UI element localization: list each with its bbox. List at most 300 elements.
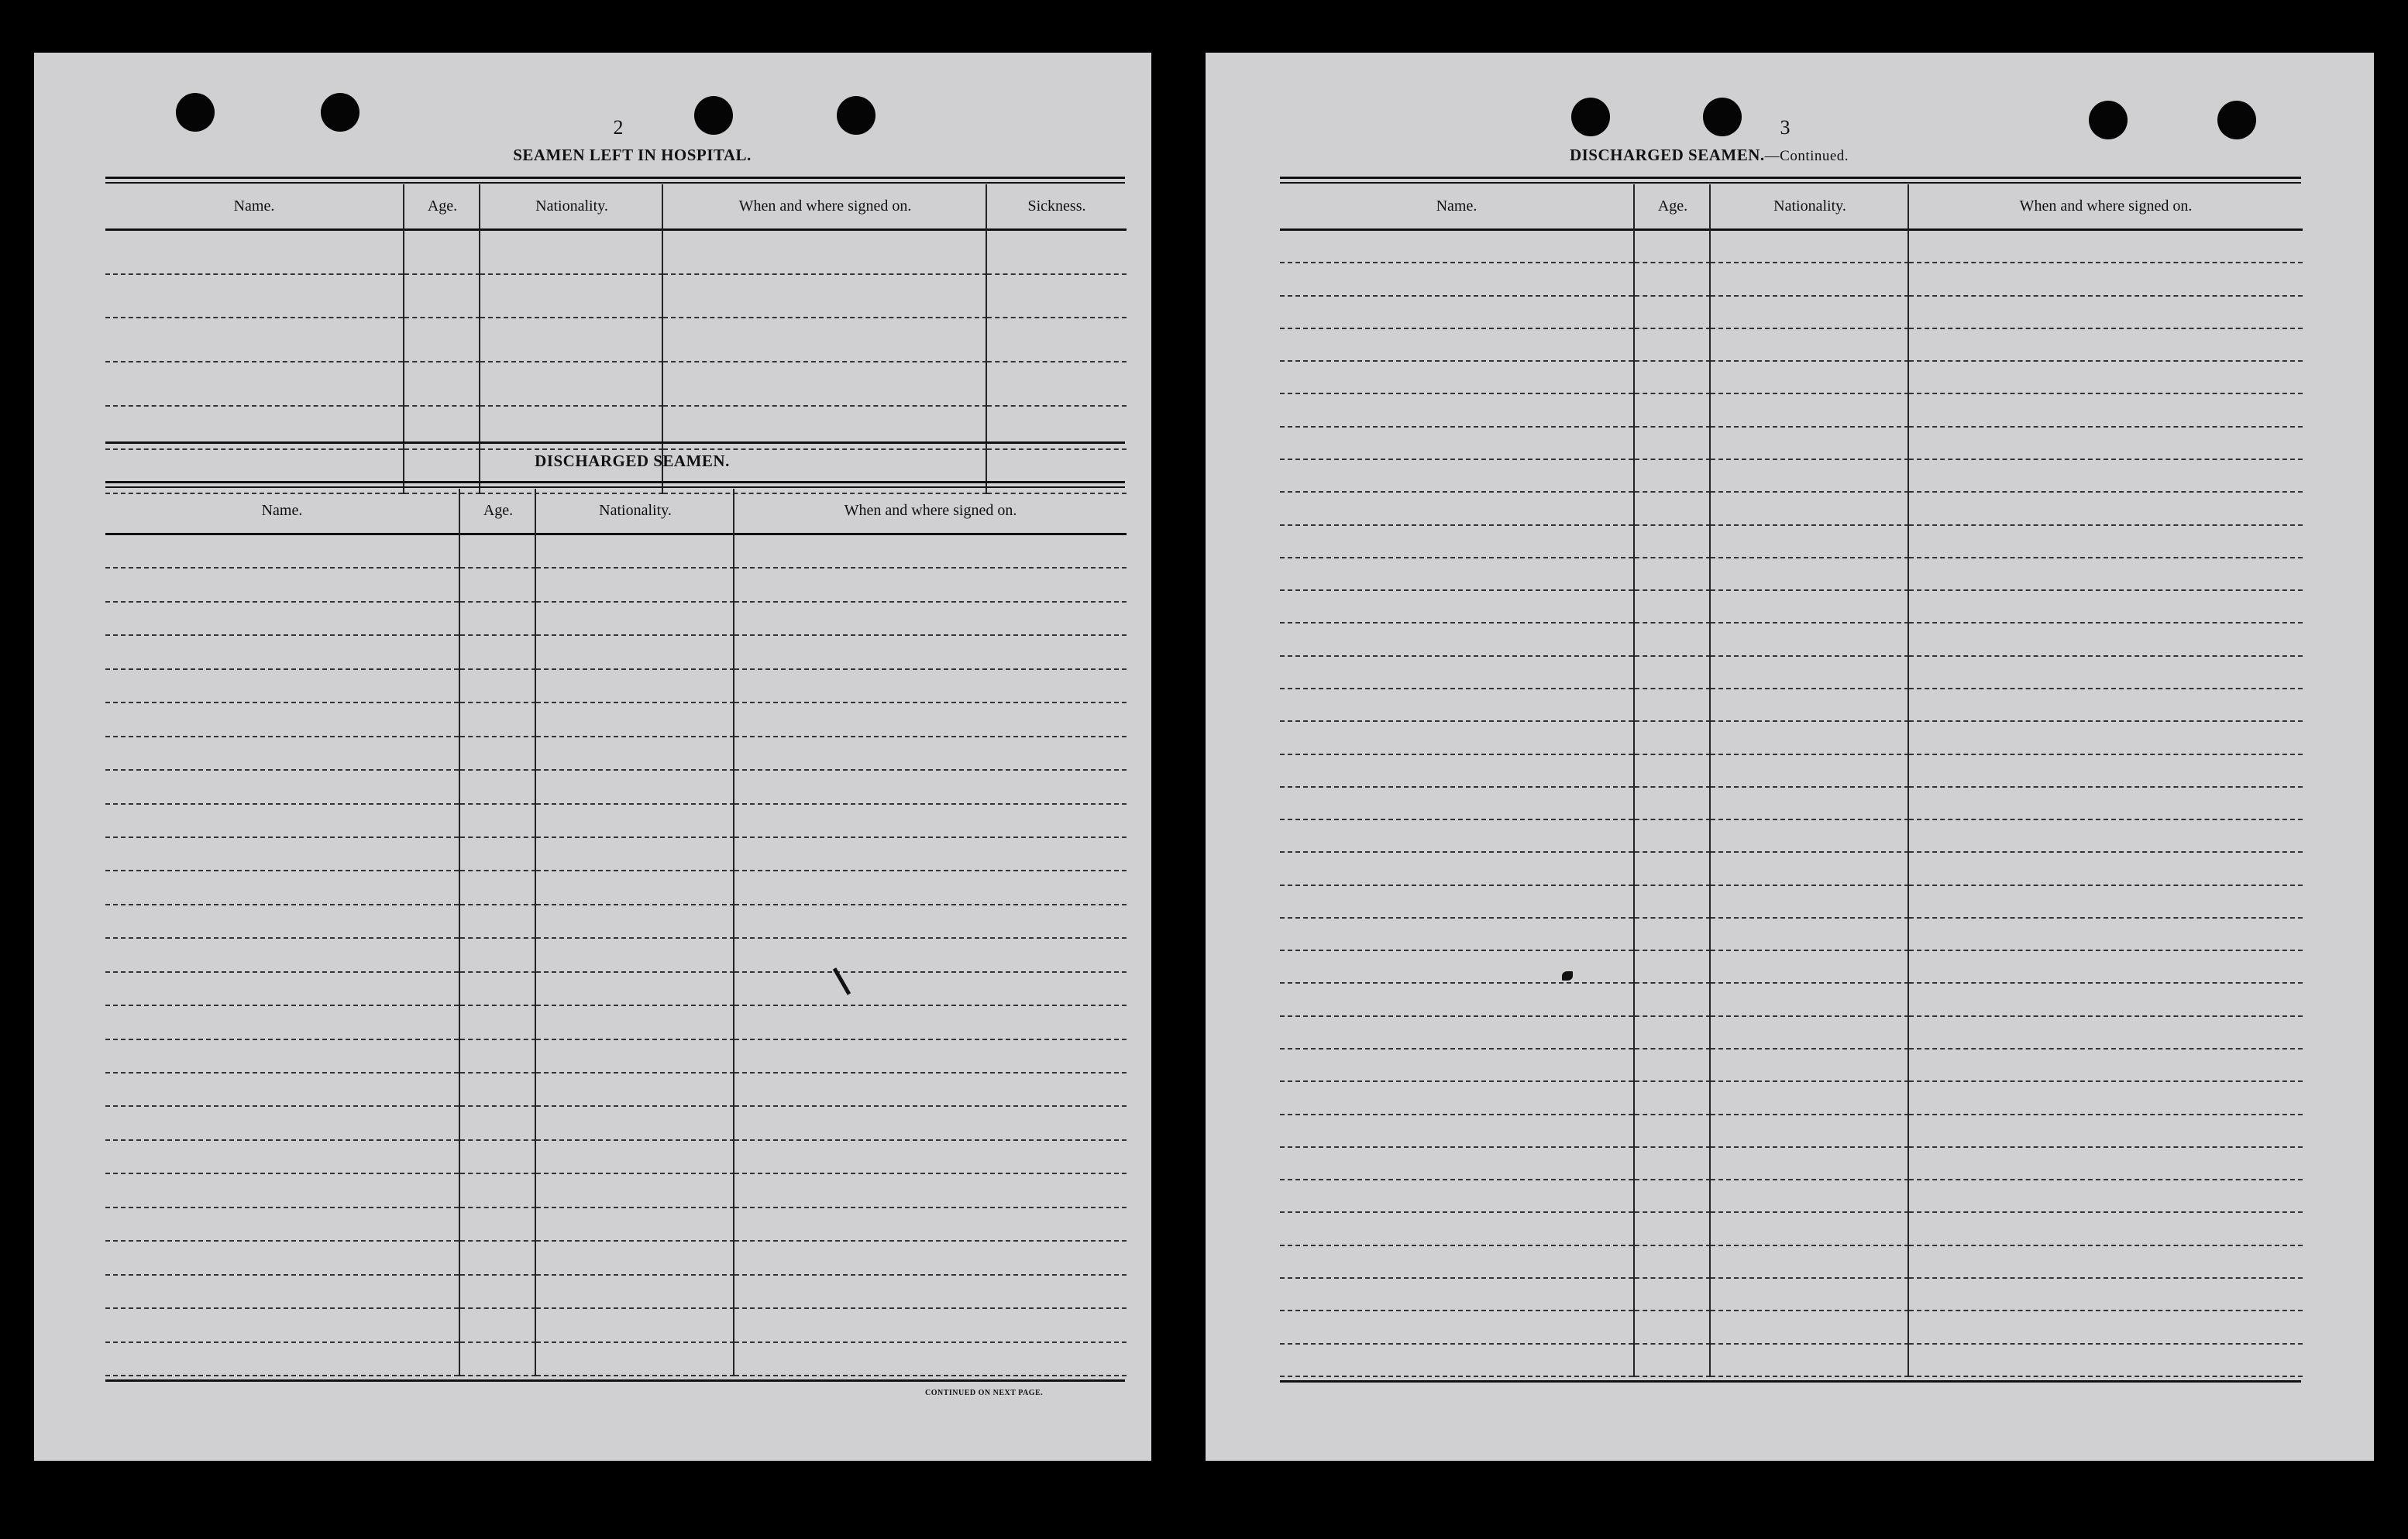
table-row [1711,1115,1909,1148]
table-row [1635,755,1711,788]
table-row [1711,624,1909,656]
table-row [1711,263,1909,296]
table-row [1280,1148,1633,1180]
table-row [105,703,459,737]
col-header: Age. [404,184,480,231]
table-row [1711,951,1909,984]
table-row [734,737,1127,771]
section-rule [105,441,1125,444]
table-row [734,1242,1127,1275]
punch-hole [321,93,359,132]
table-row [1909,755,2303,788]
table-row [460,1141,536,1174]
table-row [1280,1115,1633,1148]
rows [536,535,734,1376]
table-row [1909,231,2303,263]
table-row [1909,1049,2303,1082]
rows [1909,231,2303,1377]
table-row [536,1174,734,1207]
col-nationality [1709,184,1909,1377]
table-row [1711,329,1909,362]
col-header: Nationality. [480,184,663,231]
table-row [1635,1017,1711,1049]
table-row [1711,689,1909,722]
table-row [536,1276,734,1309]
table-row [1909,1082,2303,1115]
table-row [404,231,480,275]
table-row [1909,919,2303,951]
table-row [734,703,1127,737]
table-row [1635,1279,1711,1311]
table-row [1711,1017,1909,1049]
table-row [536,737,734,771]
table-row [734,636,1127,669]
bottom-rule [105,1379,1125,1382]
table-row [1711,493,1909,525]
table-row [1280,493,1633,525]
rows [1635,231,1711,1377]
discharged-continued-title [1546,146,1872,165]
table-row [536,1208,734,1242]
table-row [1635,886,1711,919]
table-row [536,703,734,737]
table-row [663,362,987,407]
table-row [734,1276,1127,1309]
table-row [1909,1213,2303,1245]
table-row [1635,689,1711,722]
table-row [734,1141,1127,1174]
table-row [987,231,1127,275]
table-row [1635,1049,1711,1082]
punch-hole [694,96,733,135]
table-row [1635,428,1711,460]
table-row [460,973,536,1006]
table-row [1909,428,2303,460]
table-row [1711,657,1909,689]
discharged-table-right [1280,184,2301,1377]
table-row [1280,428,1633,460]
table-row [1280,591,1633,624]
table-row [536,1242,734,1275]
table-row [1909,591,2303,624]
top-rule [105,182,1125,184]
table-row [734,1107,1127,1140]
table-row [1711,1213,1909,1245]
col-nationality [535,489,734,1376]
table-row [105,1174,459,1207]
table-row [1909,526,2303,558]
table-row [987,275,1127,319]
punch-hole [176,93,215,132]
col-sickness [986,184,1127,494]
page-number: 2 [613,116,624,139]
hospital-table [105,184,1125,494]
table-row [1635,984,1711,1016]
table-row [1711,297,1909,329]
table-row [1635,853,1711,885]
table-row [1280,460,1633,493]
table-row [663,231,987,275]
table-row [460,1074,536,1107]
table-row [1909,329,2303,362]
table-row [1909,1345,2303,1377]
table-row [105,1242,459,1275]
table-row [1635,722,1711,754]
col-header: When and where signed on. [734,489,1127,535]
table-row [105,275,403,319]
table-row [460,1276,536,1309]
table-row [1909,853,2303,885]
col-header: Nationality. [1711,184,1909,231]
table-row [1280,788,1633,820]
table-row [734,805,1127,838]
table-row [1635,1148,1711,1180]
col-age [1633,184,1711,1377]
table-row [1909,1148,2303,1180]
table-row [1635,1180,1711,1213]
rows [1711,231,1909,1377]
col-header: Age. [460,489,536,535]
table-row [1280,329,1633,362]
table-row [1280,820,1633,853]
table-row [663,275,987,319]
table-row [1909,1017,2303,1049]
rows [105,231,403,494]
table-row [734,1208,1127,1242]
table-row [734,1006,1127,1039]
table-row [1909,297,2303,329]
table-row [1280,1345,1633,1377]
rows [734,535,1127,1376]
table-row [1635,394,1711,427]
hospital-section-title: SEAMEN LEFT IN HOSPITAL. [513,146,752,164]
col-age [403,184,480,494]
rows [105,535,459,1376]
col-header: Sickness. [987,184,1127,231]
table-row [1909,263,2303,296]
table-row [1909,1115,2303,1148]
table-row [536,1040,734,1074]
rows [460,535,536,1376]
table-row [460,703,536,737]
table-row [734,1074,1127,1107]
table-row [105,1276,459,1309]
table-row [1909,558,2303,591]
table-row [1280,1082,1633,1115]
table-row [1711,558,1909,591]
col-age [459,489,536,1376]
table-row [105,871,459,905]
table-row [1711,853,1909,885]
col-header: Name. [105,489,459,535]
table-row [1711,428,1909,460]
table-row [1635,657,1711,689]
table-row [987,318,1127,362]
title-suffix: —Continued. [1764,148,1849,164]
table-row [105,670,459,703]
table-row [105,1141,459,1174]
table-row [1280,526,1633,558]
table-row [1711,788,1909,820]
top-rule [1280,182,2301,184]
table-row [105,905,459,939]
title-main: DISCHARGED SEAMEN. [1569,146,1765,164]
table-row [105,973,459,1006]
table-row [1711,722,1909,754]
col-when-where [1907,184,2303,1377]
table-row [1635,231,1711,263]
table-row [105,939,459,972]
table-row [1280,1017,1633,1049]
table-row [1280,689,1633,722]
table-row [1909,624,2303,656]
table-row [1635,820,1711,853]
table-row [105,231,403,275]
table-row [1909,722,2303,754]
table-row [987,362,1127,407]
table-row [105,603,459,636]
table-row [105,362,403,407]
table-row [1280,1180,1633,1213]
table-row [1909,788,2303,820]
table-row [1635,558,1711,591]
table-row [1909,1180,2303,1213]
col-header: When and where signed on. [1909,184,2303,231]
table-row [1909,394,2303,427]
table-row [105,535,459,569]
table-row [1635,1246,1711,1279]
table-row [1711,526,1909,558]
table-row [1909,1311,2303,1344]
table-row [105,1343,459,1376]
table-row [734,603,1127,636]
table-row [1711,231,1909,263]
table-row [105,838,459,871]
table-row [536,636,734,669]
table-row [1280,886,1633,919]
col-name [105,489,459,1376]
table-row [734,1174,1127,1207]
table-row [1635,362,1711,394]
table-row [460,1006,536,1039]
table-row [105,636,459,669]
table-row [1280,657,1633,689]
table-row [1280,1279,1633,1311]
table-row [404,318,480,362]
table-row [536,871,734,905]
table-row [1909,1279,2303,1311]
table-row [105,569,459,602]
table-row [1711,1311,1909,1344]
table-row [1909,1246,2303,1279]
table-row [734,939,1127,972]
table-row [1711,755,1909,788]
table-row [480,362,663,407]
table-row [536,1107,734,1140]
table-row [1280,394,1633,427]
table-row [1280,1213,1633,1245]
table-row [1635,329,1711,362]
ink-mark [1562,971,1573,981]
table-row [1635,1213,1711,1245]
table-row [105,1309,459,1342]
discharged-section-title: DISCHARGED SEAMEN. [535,452,730,470]
table-row [460,1242,536,1275]
table-row [734,905,1127,939]
table-row [1711,1180,1909,1213]
table-row [460,805,536,838]
table-row [734,1343,1127,1376]
col-header: Name. [105,184,403,231]
table-row [1635,624,1711,656]
table-row [1909,984,2303,1016]
table-row [1635,951,1711,984]
col-name [1280,184,1633,1377]
table-row [1909,362,2303,394]
col-header: Name. [1280,184,1633,231]
col-when-where [733,489,1127,1376]
table-row [1711,820,1909,853]
table-row [105,1208,459,1242]
col-header: When and where signed on. [663,184,987,231]
table-row [460,838,536,871]
table-row [1280,362,1633,394]
table-row [1280,231,1633,263]
col-header: Nationality. [536,489,734,535]
table-row [1711,1246,1909,1279]
top-rule [105,486,1125,488]
table-row [1635,788,1711,820]
table-row [1909,951,2303,984]
top-rule [1280,177,2301,179]
table-row [734,771,1127,804]
table-row [1280,1049,1633,1082]
table-row [1635,1082,1711,1115]
table-row [536,905,734,939]
rows [987,231,1127,494]
rows [1280,231,1633,1377]
table-row [536,1141,734,1174]
table-row [734,838,1127,871]
table-row [1635,297,1711,329]
table-row [734,1040,1127,1074]
table-row [1711,1345,1909,1377]
table-row [1909,886,2303,919]
table-row [460,1107,536,1140]
table-row [1711,394,1909,427]
col-nationality [479,184,663,494]
table-row [536,1006,734,1039]
table-row [536,569,734,602]
table-row [1909,493,2303,525]
table-row [460,939,536,972]
table-row [1635,591,1711,624]
table-row [663,318,987,362]
table-row [1711,1082,1909,1115]
table-row [1635,493,1711,525]
table-row [404,362,480,407]
table-row [460,871,536,905]
table-row [1909,460,2303,493]
table-row [734,670,1127,703]
table-row [105,1006,459,1039]
table-row [480,231,663,275]
table-row [536,838,734,871]
col-when-where [662,184,987,494]
table-row [1280,919,1633,951]
bottom-rule [1280,1380,2301,1383]
table-row [105,318,403,362]
table-row [1280,951,1633,984]
table-row [1635,919,1711,951]
table-row [480,275,663,319]
table-row [460,905,536,939]
page-number: 3 [1780,116,1791,139]
table-row [536,805,734,838]
table-row [734,569,1127,602]
table-row [1280,755,1633,788]
table-row [1280,722,1633,754]
table-row [460,1040,536,1074]
left-page [34,53,1151,1461]
table-row [536,603,734,636]
table-row [460,535,536,569]
table-row [105,737,459,771]
table-row [1711,460,1909,493]
table-row [460,670,536,703]
continued-note: CONTINUED ON NEXT PAGE. [925,1389,1044,1397]
table-row [536,1074,734,1107]
table-row [460,603,536,636]
table-row [460,1343,536,1376]
table-row [734,1309,1127,1342]
table-row [105,1107,459,1140]
table-row [460,569,536,602]
table-row [1635,526,1711,558]
table-row [1909,820,2303,853]
discharged-table-left [105,489,1125,1376]
table-row [1711,1148,1909,1180]
table-row [1280,1311,1633,1344]
table-row [734,535,1127,569]
top-rule [105,177,1125,179]
table-row [1635,1115,1711,1148]
table-row [1280,558,1633,591]
punch-hole [1571,98,1610,136]
table-row [480,318,663,362]
table-row [404,275,480,319]
table-row [1909,657,2303,689]
table-row [1711,362,1909,394]
table-row [1711,886,1909,919]
table-row [105,805,459,838]
table-row [1909,689,2303,722]
table-row [536,771,734,804]
table-row [1711,1049,1909,1082]
table-row [105,1074,459,1107]
table-row [1711,591,1909,624]
table-row [734,973,1127,1006]
table-row [1280,984,1633,1016]
table-row [1280,1246,1633,1279]
right-page [1206,53,2374,1461]
table-row [536,973,734,1006]
punch-hole [1703,98,1742,136]
table-row [1280,297,1633,329]
table-row [460,737,536,771]
table-row [1280,624,1633,656]
table-row [460,1309,536,1342]
